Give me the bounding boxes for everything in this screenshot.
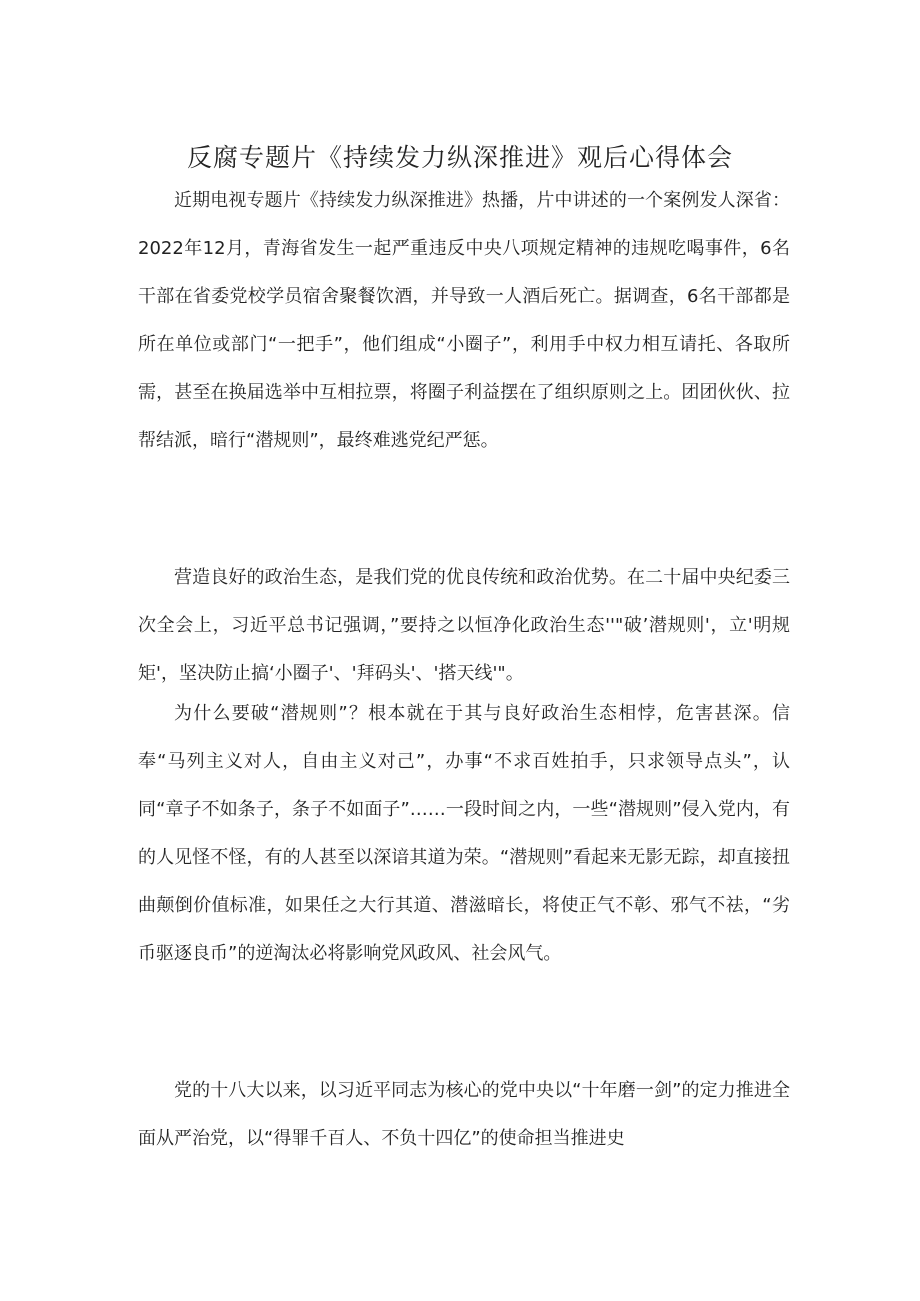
paragraph-since-18th-congress: 党的十八大以来，以习近平同志为核心的党中央以“十年磨一剑”的定力推进全面从严治党，以“得罪千百人、不负十四亿”的使命担当推进史 [138, 1080, 790, 1149]
document-title: 反腐专题片《持续发力纵深推进》观后心得体会 [186, 143, 733, 172]
paragraph-hidden-rules: 为什么要破“潜规则”？根本就在于其与良好政治生态相悖，危害甚深。信奉“马列主义对人，自由主义对己”，办事“不求百姓拍手，只求领导点头”，认同“章子不如条子，条子不如面子”……一段时间之内，一些“潜规则”侵入党内，有的人见怪不怪，有的人甚至以深谙其道为荣。“潜规则”看起来无影无踪，却直接扭曲颠倒价值标准，如果任之大行其道、潜滋暗长，将使正气不彰、邪气不祛，“劣币驱逐良币”的逆淘汰必将影响党风政风、社会风气。 [138, 703, 790, 964]
paragraph-case-story: 近期电视专题片《持续发力纵深推进》热播，片中讲述的一个案例发人深省：2022年12月，青海省发生一起严重违反中央八项规定精神的违规吃喝事件，6名干部在省委党校学员宿舍聚餐饮酒，并导致一人酒后死亡。据调查，6名干部都是所在单位或部门“一把手”，他们组成“小圈子”，利用手中权力相互请托、各取所需，甚至在换届选举中互相拉票，将圈子利益摆在了组织原则之上。团团伙伙、拉帮结派，暗行“潜规则”，最终难逃党纪严惩。 [138, 190, 790, 451]
paragraph-political-ecology: 营造良好的政治生态，是我们党的优良传统和政治优势。在二十届中央纪委三次全会上，习近平总书记强调，”要持之以恒净化政治生态''"破’潜规则'，立'明规矩'，坚决防止搞‘小圈子'、'拜码头'、'搭天线'"。 [138, 567, 790, 684]
